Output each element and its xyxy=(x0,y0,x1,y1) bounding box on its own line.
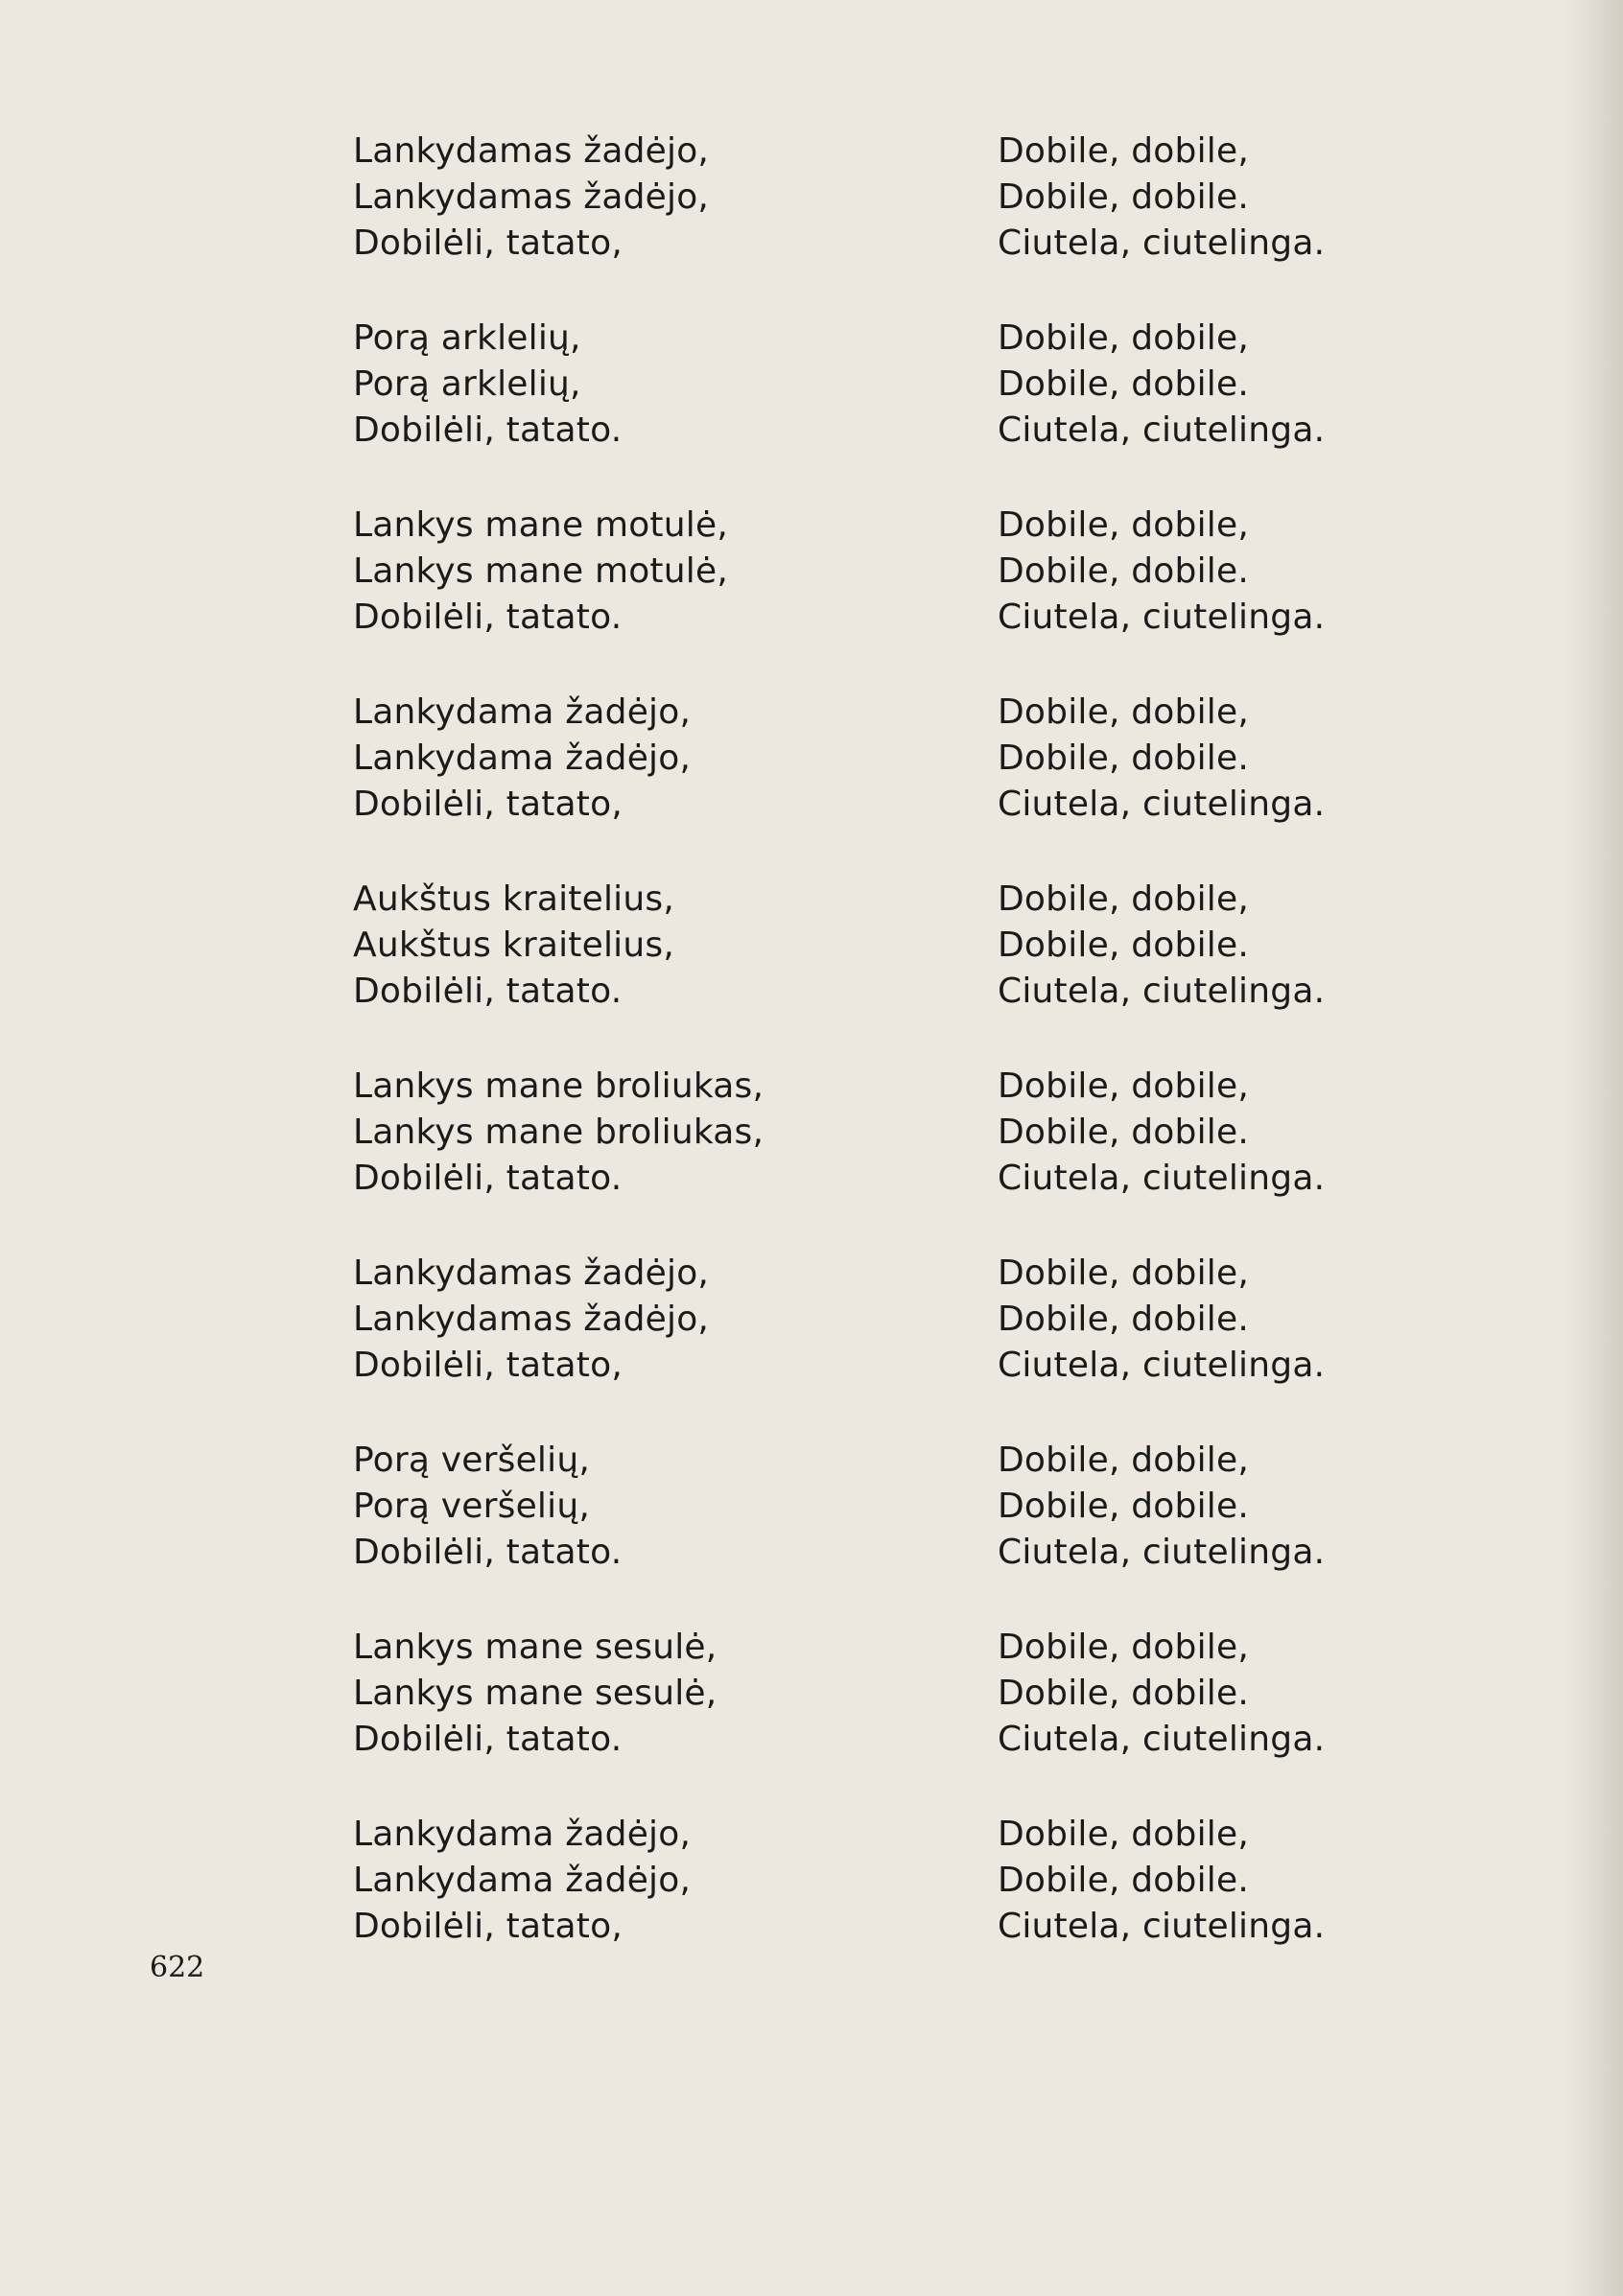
verse-line: Lankydama žadėjo, xyxy=(353,692,692,732)
stanza-refrain-column xyxy=(998,129,1466,316)
verse-line: Porą arklelių, xyxy=(353,318,581,358)
refrain-line: Dobile, dobile. xyxy=(998,1300,1249,1339)
verse-line: Lankys mane sesulė, xyxy=(353,1674,717,1713)
verse-line: Dobilėli, tatato, xyxy=(353,223,623,263)
stanza xyxy=(353,690,1466,877)
refrain-line: Ciutela, ciutelinga. xyxy=(998,1346,1326,1385)
stanza-refrain-column xyxy=(998,1438,1466,1625)
stanza-refrain-column xyxy=(998,316,1466,503)
stanza xyxy=(353,877,1466,1064)
verse-line: Dobilėli, tatato. xyxy=(353,972,623,1011)
verse-line: Dobilėli, tatato. xyxy=(353,597,623,637)
verse-line: Porą veršelių, xyxy=(353,1441,590,1480)
refrain-line: Dobile, dobile. xyxy=(998,738,1249,778)
page-number: 622 xyxy=(150,1951,205,1984)
verse-line: Dobilėli, tatato. xyxy=(353,1720,623,1759)
verse-line: Dobilėli, tatato. xyxy=(353,1159,623,1198)
refrain-line: Dobile, dobile. xyxy=(998,1487,1249,1526)
verse-line: Lankydamas žadėjo, xyxy=(353,131,710,171)
refrain-line: Dobile, dobile. xyxy=(998,364,1249,404)
refrain-line: Dobile, dobile. xyxy=(998,1674,1249,1713)
verse-line: Dobilėli, tatato. xyxy=(353,1533,623,1572)
verse-line: Lankys mane broliukas, xyxy=(353,1113,764,1152)
refrain-line: Dobile, dobile. xyxy=(998,177,1249,217)
refrain-line: Dobile, dobile, xyxy=(998,692,1249,732)
stanza-left-column xyxy=(353,1064,998,1251)
verse-line: Lankydama žadėjo, xyxy=(353,1861,692,1900)
stanza-left-column xyxy=(353,690,998,877)
verse-line: Dobilėli, tatato. xyxy=(353,410,623,450)
verse-line: Lankydamas žadėjo, xyxy=(353,1253,710,1293)
stanza xyxy=(353,1812,1466,1999)
refrain-line: Dobile, dobile. xyxy=(998,925,1249,965)
refrain-line: Ciutela, ciutelinga. xyxy=(998,1533,1326,1572)
verse-line: Aukštus kraitelius, xyxy=(353,925,674,965)
verse-line: Lankydama žadėjo, xyxy=(353,1815,692,1854)
verse-line: Lankys mane motulė, xyxy=(353,551,728,591)
page-edge-shadow xyxy=(1565,0,1623,2296)
stanza-refrain-column xyxy=(998,1812,1466,1999)
refrain-line: Dobile, dobile, xyxy=(998,505,1249,545)
stanza xyxy=(353,1438,1466,1625)
refrain-line: Dobile, dobile, xyxy=(998,1441,1249,1480)
refrain-line: Dobile, dobile, xyxy=(998,879,1249,919)
verse-line: Porą arklelių, xyxy=(353,364,581,404)
refrain-line: Dobile, dobile, xyxy=(998,1253,1249,1293)
refrain-line: Dobile, dobile, xyxy=(998,131,1249,171)
verse-line: Dobilėli, tatato, xyxy=(353,1346,623,1385)
refrain-line: Dobile, dobile. xyxy=(998,1113,1249,1152)
stanza xyxy=(353,1251,1466,1438)
stanza-refrain-column xyxy=(998,1625,1466,1812)
refrain-line: Dobile, dobile, xyxy=(998,1815,1249,1854)
stanza-left-column xyxy=(353,1625,998,1812)
stanza xyxy=(353,1625,1466,1812)
refrain-line: Ciutela, ciutelinga. xyxy=(998,223,1326,263)
refrain-line: Ciutela, ciutelinga. xyxy=(998,785,1326,824)
stanza-refrain-column xyxy=(998,877,1466,1064)
stanza xyxy=(353,316,1466,503)
stanza xyxy=(353,1064,1466,1251)
stanza xyxy=(353,129,1466,316)
stanza-left-column xyxy=(353,1812,998,1999)
stanza-refrain-column xyxy=(998,690,1466,877)
refrain-line: Ciutela, ciutelinga. xyxy=(998,1907,1326,1946)
refrain-line: Dobile, dobile, xyxy=(998,318,1249,358)
refrain-line: Ciutela, ciutelinga. xyxy=(998,1159,1326,1198)
stanza-refrain-column xyxy=(998,1064,1466,1251)
verse-line: Porą veršelių, xyxy=(353,1487,590,1526)
stanza-left-column xyxy=(353,129,998,316)
refrain-line: Ciutela, ciutelinga. xyxy=(998,410,1326,450)
stanza-left-column xyxy=(353,1438,998,1625)
verse-line: Lankys mane sesulė, xyxy=(353,1628,717,1667)
stanza-left-column xyxy=(353,877,998,1064)
stanza-left-column xyxy=(353,503,998,690)
song-text xyxy=(353,129,1466,1999)
verse-line: Aukštus kraitelius, xyxy=(353,879,674,919)
verse-line: Dobilėli, tatato, xyxy=(353,785,623,824)
stanza-refrain-column xyxy=(998,503,1466,690)
refrain-line: Ciutela, ciutelinga. xyxy=(998,597,1326,637)
refrain-line: Dobile, dobile. xyxy=(998,551,1249,591)
stanza xyxy=(353,503,1466,690)
refrain-line: Dobile, dobile, xyxy=(998,1628,1249,1667)
stanza-refrain-column xyxy=(998,1251,1466,1438)
verse-line: Lankydama žadėjo, xyxy=(353,738,692,778)
verse-line: Lankys mane broliukas, xyxy=(353,1066,764,1106)
refrain-line: Dobile, dobile. xyxy=(998,1861,1249,1900)
refrain-line: Ciutela, ciutelinga. xyxy=(998,1720,1326,1759)
verse-line: Dobilėli, tatato, xyxy=(353,1907,623,1946)
verse-line: Lankys mane motulė, xyxy=(353,505,728,545)
stanza-left-column xyxy=(353,1251,998,1438)
stanza-left-column xyxy=(353,316,998,503)
verse-line: Lankydamas žadėjo, xyxy=(353,177,710,217)
verse-line: Lankydamas žadėjo, xyxy=(353,1300,710,1339)
refrain-line: Ciutela, ciutelinga. xyxy=(998,972,1326,1011)
refrain-line: Dobile, dobile, xyxy=(998,1066,1249,1106)
